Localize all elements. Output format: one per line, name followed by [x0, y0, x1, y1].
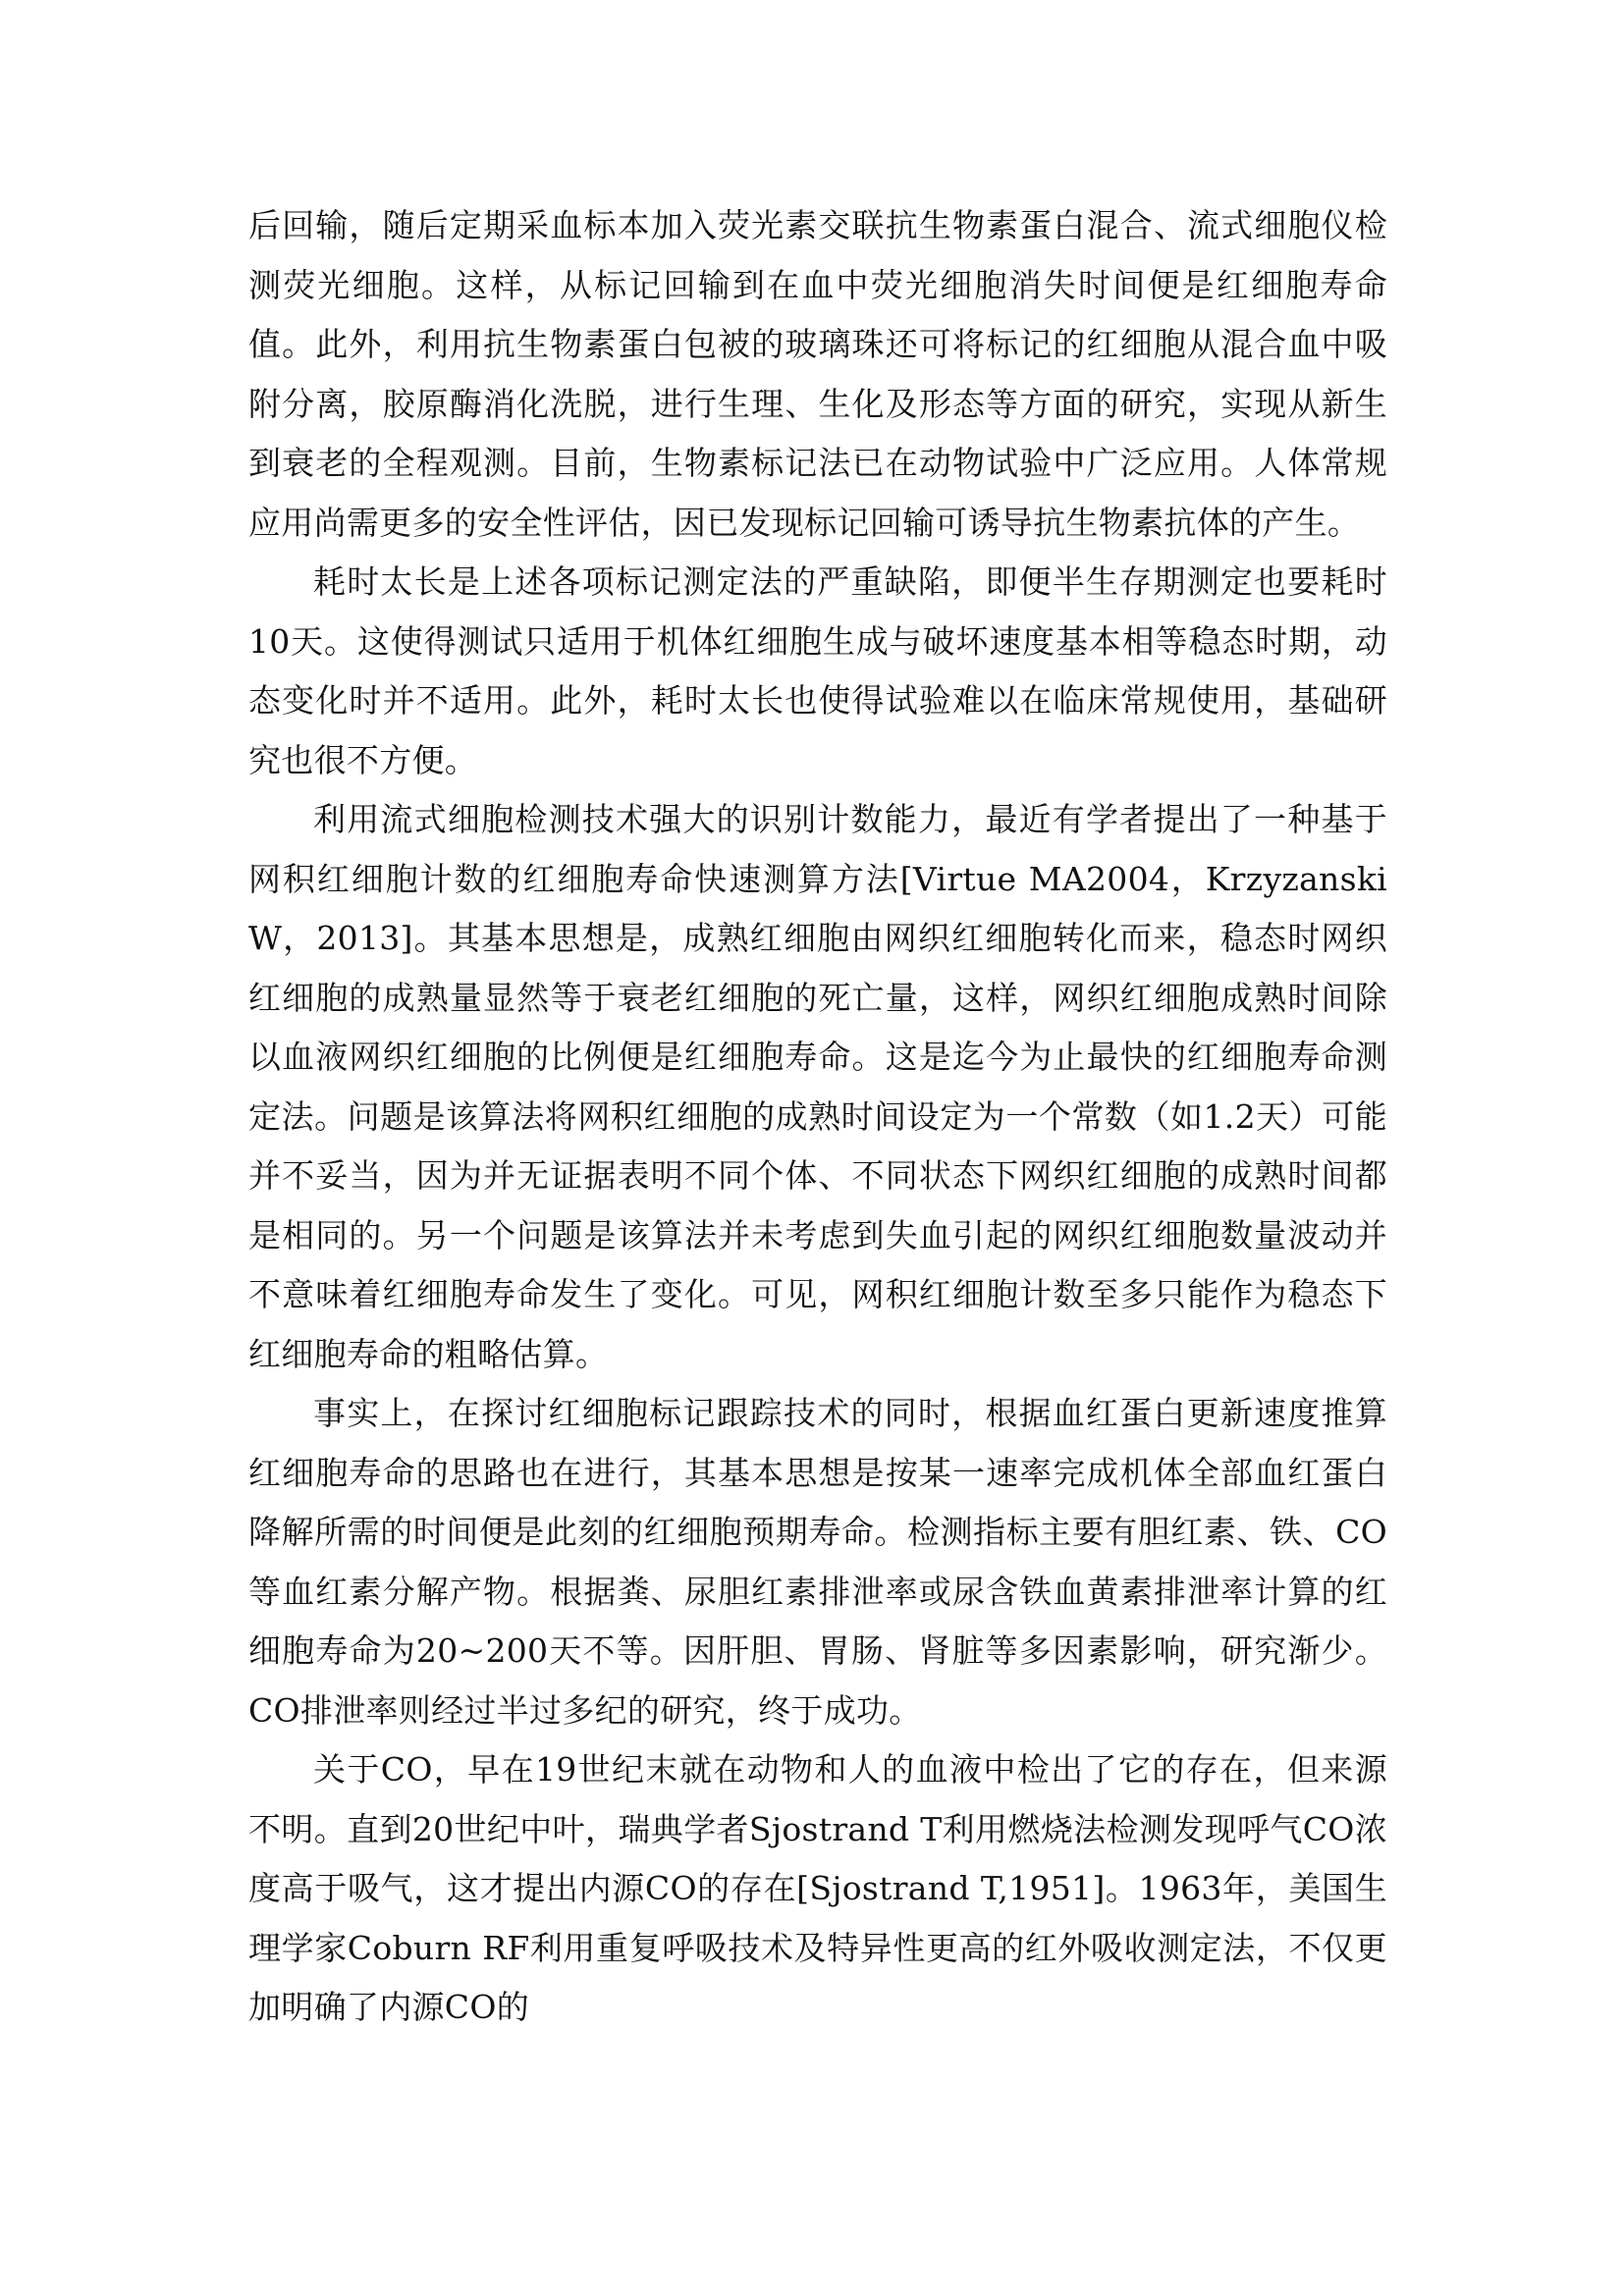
paragraph-2: 耗时太长是上述各项标记测定法的严重缺陷，即便半生存期测定也要耗时10天。这使得测试只适用于机体红细胞生成与破坏速度基本相等稳态时期，动态变化时并不适用。此外，耗时太长也使得试验难以在临床常规使用，基础研究也很不方便。	[248, 562, 1387, 779]
paragraph-4: 事实上，在探讨红细胞标记跟踪技术的同时，根据血红蛋白更新速度推算红细胞寿命的思路也在进行，其基本思想是按某一速率完成机体全部血红蛋白降解所需的时间便是此刻的红细胞预期寿命。检测指标主要有胆红素、铁、CO等血红素分解产物。根据粪、尿胆红素排泄率或尿含铁血黄素排泄率计算的红细胞寿命为20~200天不等。因肝胆、胃肠、肾脏等多因素影响，研究渐少。CO排泄率则经过半过多纪的研究，终于成功。	[248, 1394, 1387, 1730]
paragraph-5: 关于CO，早在19世纪末就在动物和人的血液中检出了它的存在，但来源不明。直到20世纪中叶，瑞典学者Sjostrand T利用燃烧法检测发现呼气CO浓度高于吸气，这才提出内源CO的存在[Sjostrand T,1951]。1963年，美国生理学家Coburn RF利用重复呼吸技术及特异性更高的红外吸收测定法，不仅更加明确了内源CO的	[248, 1750, 1387, 2026]
paragraph-1: 后回输，随后定期采血标本加入荧光素交联抗生物素蛋白混合、流式细胞仪检测荧光细胞。这样，从标记回输到在血中荧光细胞消失时间便是红细胞寿命值。此外，利用抗生物素蛋白包被的玻璃珠还可将标记的红细胞从混合血中吸附分离，胶原酶消化洗脱，进行生理、生化及形态等方面的研究，实现从新生到衰老的全程观测。目前，生物素标记法已在动物试验中广泛应用。人体常规应用尚需更多的安全性评估，因已发现标记回输可诱导抗生物素抗体的产生。	[248, 206, 1387, 542]
body-text	[248, 196, 1387, 2038]
paragraph-3: 利用流式细胞检测技术强大的识别计数能力，最近有学者提出了一种基于网积红细胞计数的红细胞寿命快速测算方法[Virtue MA2004，Krzyzanski W，2013]。其基本思想是，成熟红细胞由网织红细胞转化而来，稳态时网织红细胞的成熟量显然等于衰老红细胞的死亡量，这样，网织红细胞成熟时间除以血液网织红细胞的比例便是红细胞寿命。这是迄今为止最快的红细胞寿命测定法。问题是该算法将网积红细胞的成熟时间设定为一个常数（如1.2天）可能并不妥当，因为并无证据表明不同个体、不同状态下网织红细胞的成熟时间都是相同的。另一个问题是该算法并未考虑到失血引起的网织红细胞数量波动并不意味着红细胞寿命发生了变化。可见，网积红细胞计数至多只能作为稳态下红细胞寿命的粗略估算。	[248, 800, 1387, 1373]
